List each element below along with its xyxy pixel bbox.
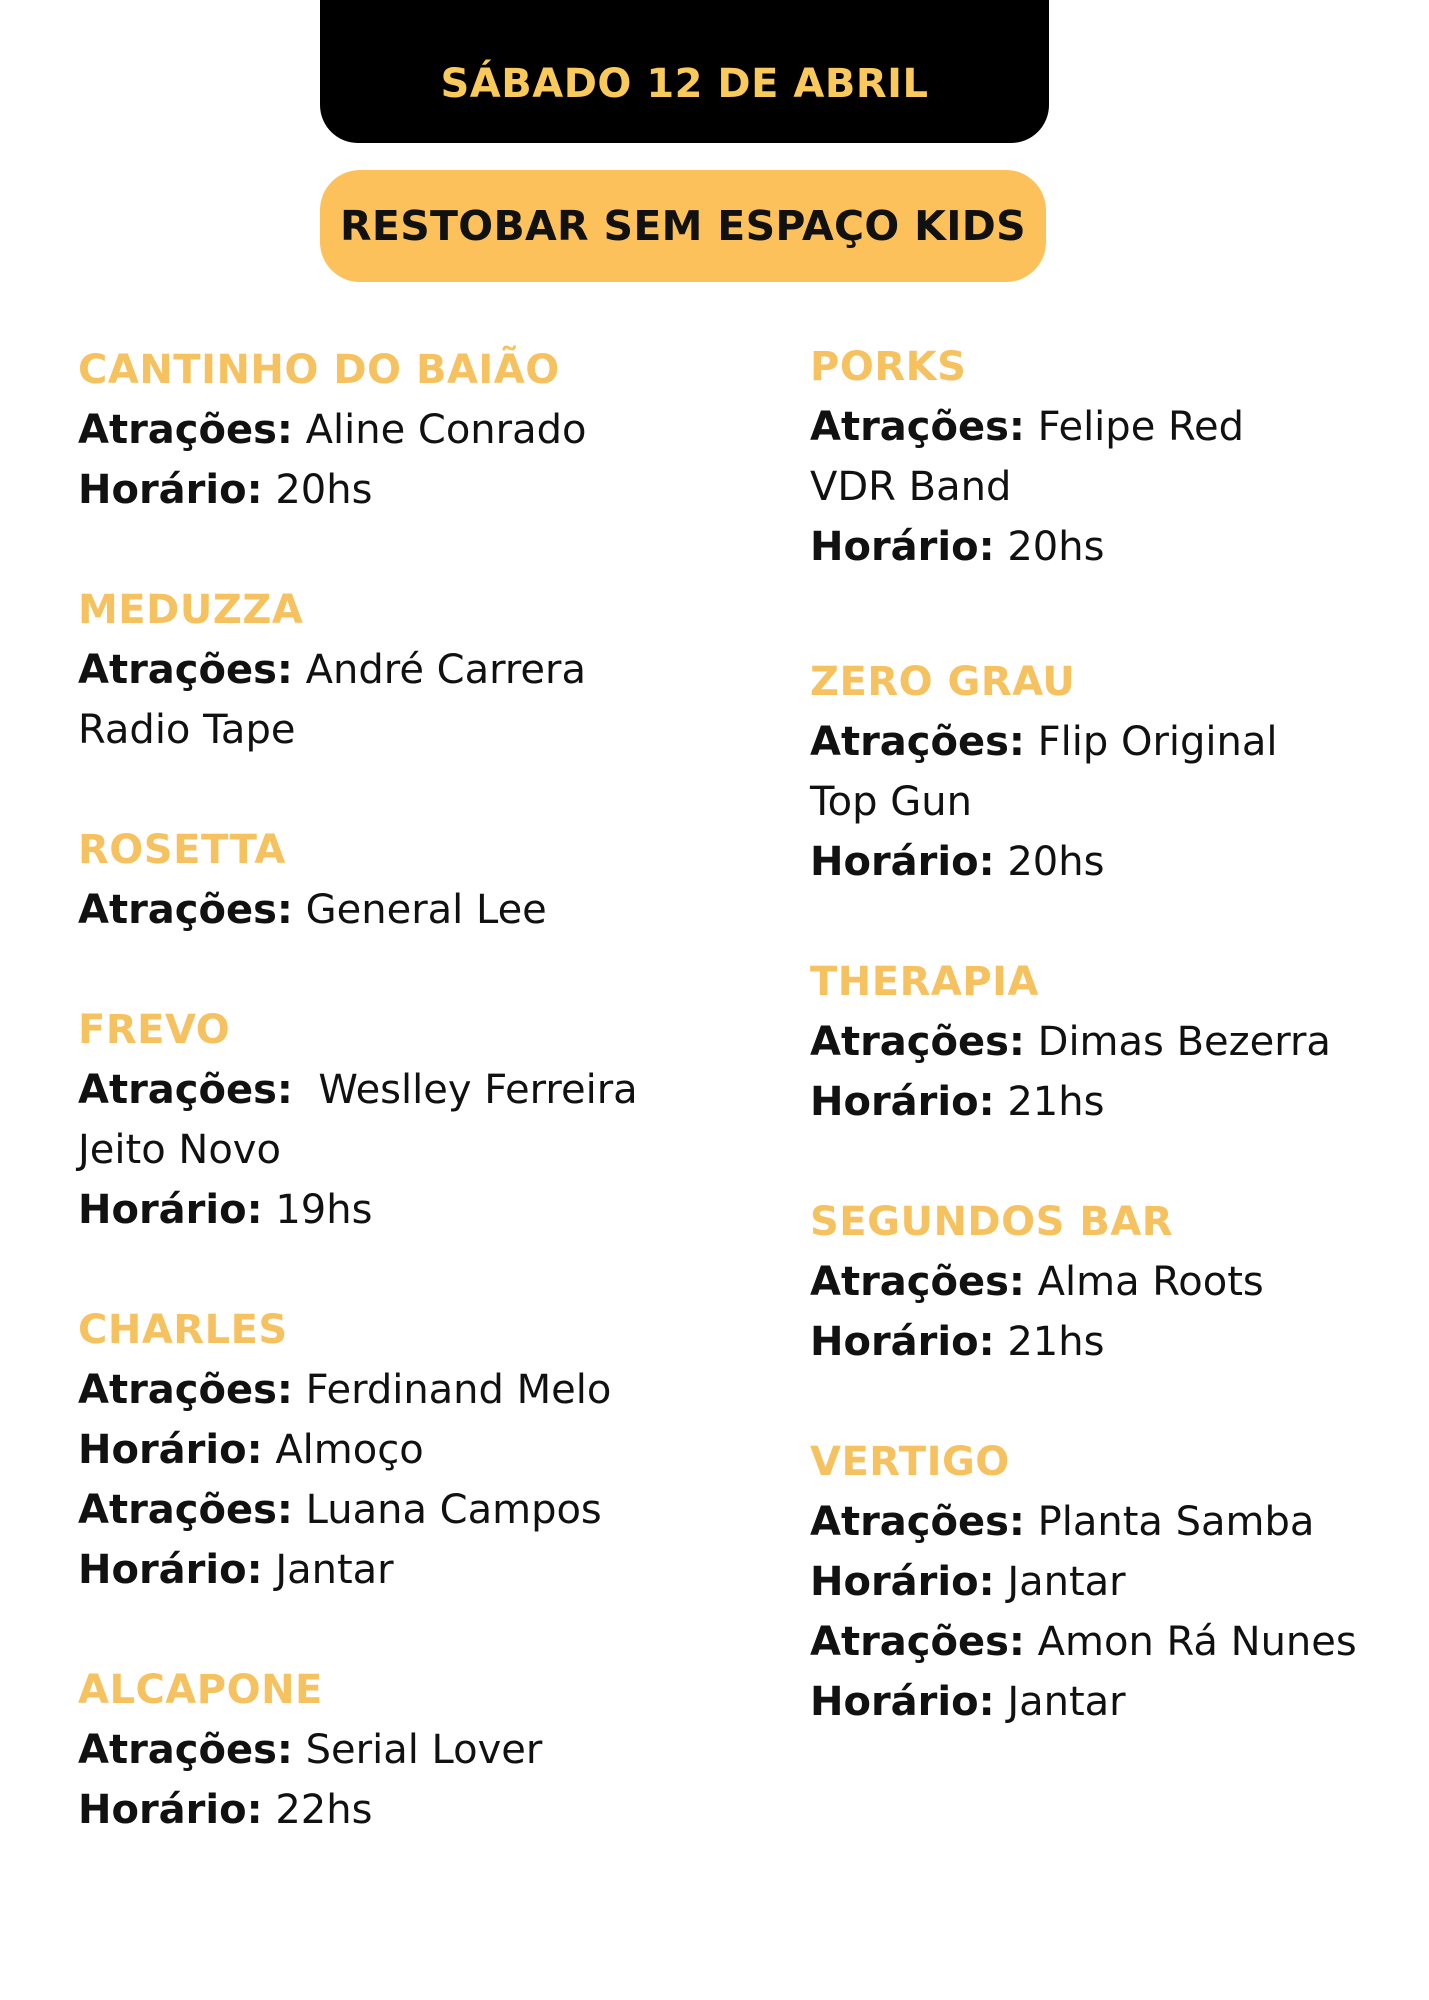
venue-title: ALCAPONE xyxy=(78,1667,323,1713)
venue-block-rosetta xyxy=(78,820,758,940)
attractions-continued-line: Radio Tape xyxy=(78,707,296,753)
attractions-line: Atrações: Flip Original xyxy=(810,719,1278,765)
time-line: Horário: 19hs xyxy=(78,1187,373,1233)
time-line: Horário: 20hs xyxy=(810,839,1105,885)
venue-title: PORKS xyxy=(810,344,967,390)
venue-title: SEGUNDOS BAR xyxy=(810,1199,1174,1245)
venue-block-cantinho-do-baiao xyxy=(78,340,758,520)
time-line: Horário: 21hs xyxy=(810,1079,1105,1125)
attractions-continued-line: Top Gun xyxy=(810,779,972,825)
venue-title: CANTINHO DO BAIÃO xyxy=(78,347,560,393)
venue-category-pill xyxy=(320,170,1046,282)
venue-title: CHARLES xyxy=(78,1307,288,1353)
venue-title: ZERO GRAU xyxy=(810,659,1076,705)
time-line: Horário: Jantar xyxy=(78,1547,394,1593)
venue-block-therapia xyxy=(810,952,1429,1132)
attractions-continued-line: VDR Band xyxy=(810,464,1012,510)
venue-block-frevo xyxy=(78,1000,758,1240)
attractions-line: Atrações: Ferdinand Melo xyxy=(78,1367,612,1413)
attractions-line: Atrações: Felipe Red xyxy=(810,404,1245,450)
venue-title: THERAPIA xyxy=(810,959,1039,1005)
venue-block-zero-grau xyxy=(810,652,1429,892)
attractions-line: Atrações: Planta Samba xyxy=(810,1499,1315,1545)
attractions-line: Atrações: Luana Campos xyxy=(78,1487,602,1533)
venue-block-vertigo xyxy=(810,1432,1429,1732)
venue-block-meduzza xyxy=(78,580,758,760)
attractions-continued-line: Jeito Novo xyxy=(78,1127,281,1173)
attractions-line: Atrações: Dimas Bezerra xyxy=(810,1019,1331,1065)
time-line: Horário: Jantar xyxy=(810,1679,1126,1725)
venue-title: VERTIGO xyxy=(810,1439,1010,1485)
right-column xyxy=(810,337,1429,1732)
time-line: Horário: 21hs xyxy=(810,1319,1105,1365)
time-line: Horário: 20hs xyxy=(810,524,1105,570)
venue-block-porks xyxy=(810,337,1429,577)
venue-title: ROSETTA xyxy=(78,827,286,873)
venue-title: FREVO xyxy=(78,1007,231,1053)
event-date: SÁBADO 12 DE ABRIL xyxy=(440,60,929,107)
attractions-line: Atrações: Amon Rá Nunes xyxy=(810,1619,1357,1665)
venue-block-segundos-bar xyxy=(810,1192,1429,1372)
attractions-line: Atrações: André Carrera xyxy=(78,647,586,693)
attractions-line: Atrações: Serial Lover xyxy=(78,1727,543,1773)
attractions-line: Atrações: General Lee xyxy=(78,887,547,933)
time-line: Horário: 20hs xyxy=(78,467,373,513)
date-banner xyxy=(320,0,1049,143)
attractions-line: Atrações: Weslley Ferreira xyxy=(78,1067,638,1113)
time-line: Horário: Almoço xyxy=(78,1427,424,1473)
attractions-line: Atrações: Aline Conrado xyxy=(78,407,587,453)
time-line: Horário: 22hs xyxy=(78,1787,373,1833)
venue-title: MEDUZZA xyxy=(78,587,304,633)
venue-block-alcapone xyxy=(78,1660,758,1840)
venue-block-charles xyxy=(78,1300,758,1600)
left-column xyxy=(78,340,758,1840)
attractions-line: Atrações: Alma Roots xyxy=(810,1259,1264,1305)
venue-category-label: RESTOBAR SEM ESPAÇO KIDS xyxy=(340,202,1026,250)
time-line: Horário: Jantar xyxy=(810,1559,1126,1605)
